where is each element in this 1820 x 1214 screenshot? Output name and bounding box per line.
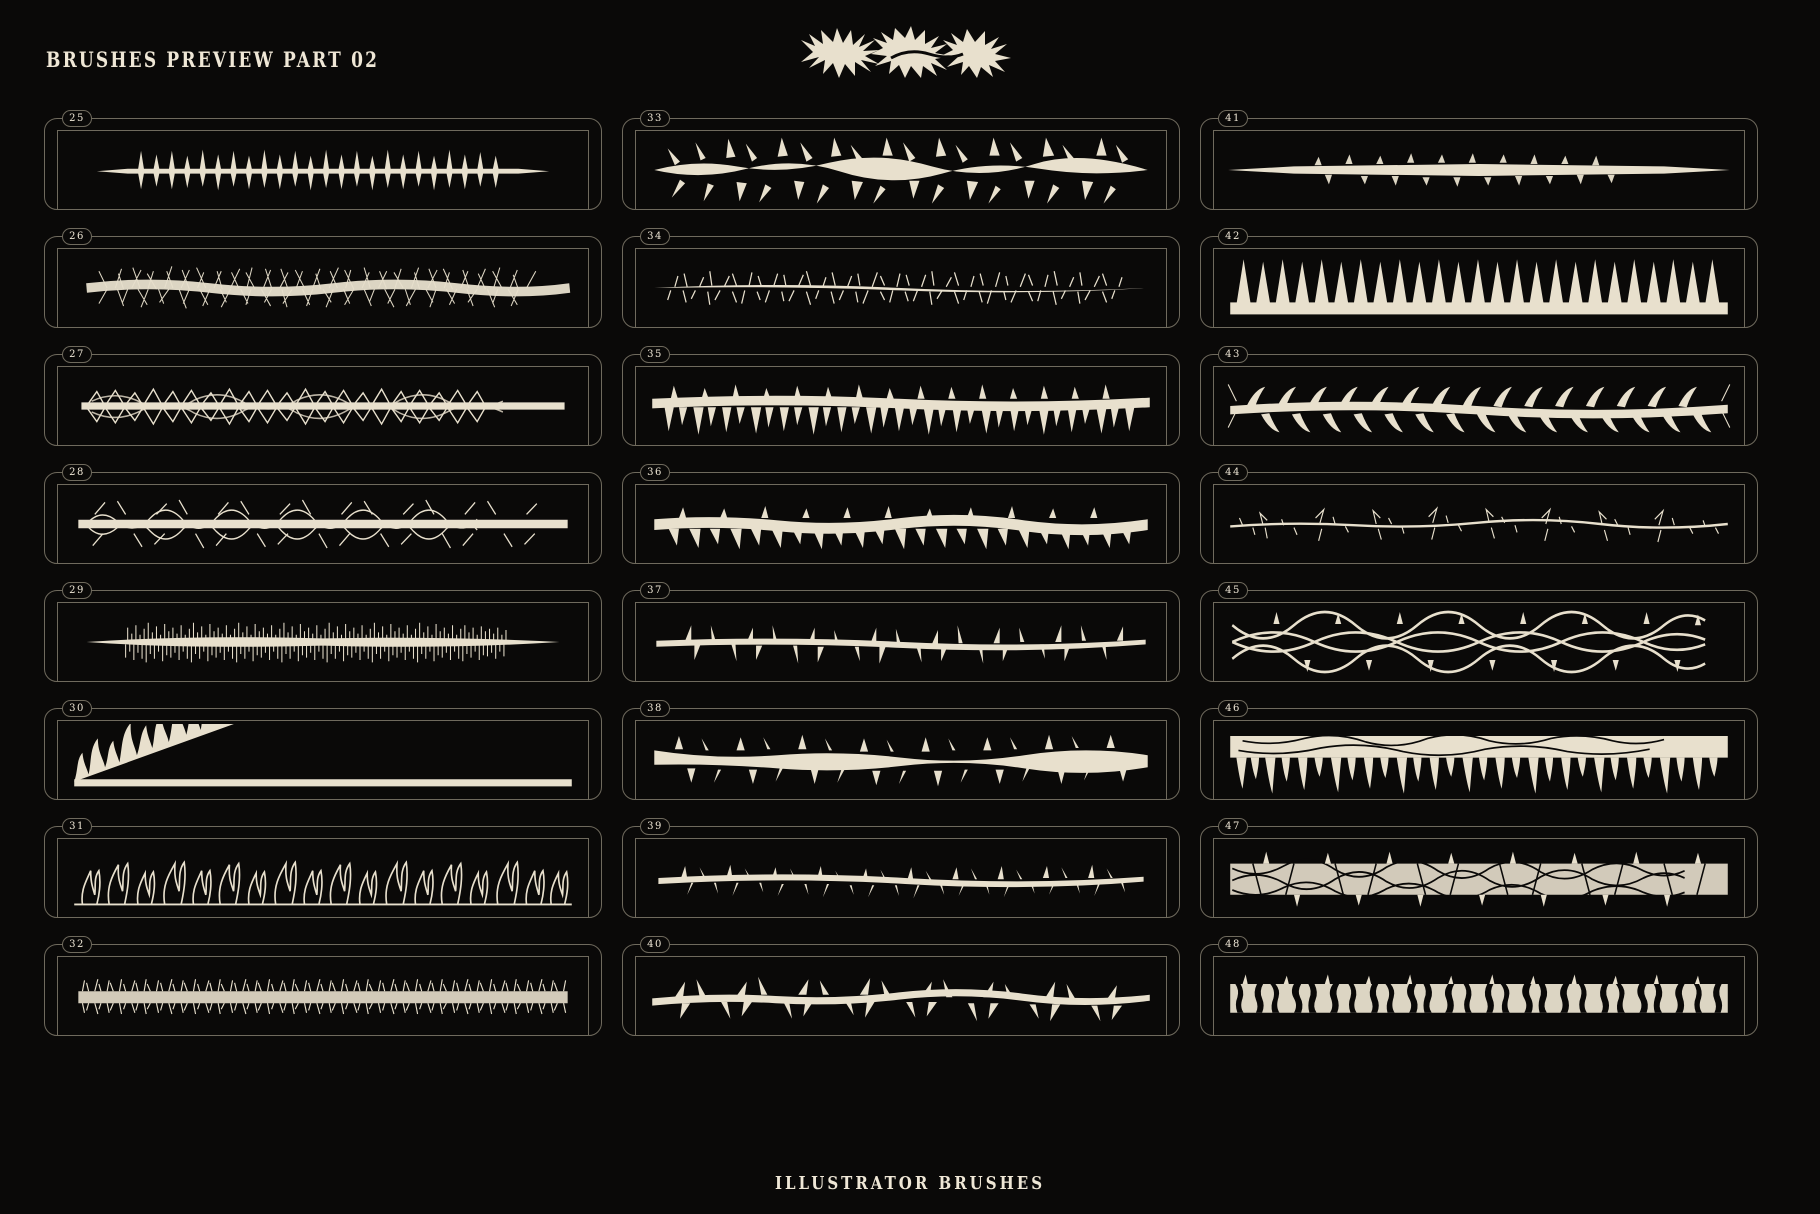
brush-art-thin-thorn-vine [644, 606, 1158, 678]
swatch-number-badge: 25 [62, 110, 92, 127]
brush-art-needle-vine [644, 842, 1158, 914]
swatch-number-badge: 34 [640, 228, 670, 245]
swatch-cell[interactable] [44, 582, 602, 692]
brush-art-spiky-line [644, 252, 1158, 324]
brush-art-flames-solid [66, 724, 580, 796]
brush-art-drip-band [1222, 724, 1736, 796]
brush-art-thicket-band [1222, 842, 1736, 914]
swatch-cell[interactable] [1200, 346, 1758, 456]
swatch-cell[interactable] [622, 346, 1180, 456]
swatch-cell[interactable] [1200, 818, 1758, 928]
brush-art-bramble-mesh [66, 488, 580, 560]
swatch-cell[interactable] [1200, 936, 1758, 1046]
brush-art-noise-ribbon [66, 606, 580, 678]
swatch-number-badge: 36 [640, 464, 670, 481]
swatch-number-badge: 30 [62, 700, 92, 717]
swatch-cell[interactable] [44, 228, 602, 338]
swatch-number-badge: 40 [640, 936, 670, 953]
swatch-cell[interactable] [44, 346, 602, 456]
brush-art-tangled-scratch [66, 370, 580, 442]
swatch-cell[interactable] [622, 582, 1180, 692]
swatch-cell[interactable] [1200, 464, 1758, 574]
swatch-cell[interactable] [622, 228, 1180, 338]
swatch-grid [44, 110, 1778, 1046]
swatch-cell[interactable] [1200, 228, 1758, 338]
brush-art-barb-ribbon [644, 488, 1158, 560]
swatch-number-badge: 33 [640, 110, 670, 127]
swatch-number-badge: 31 [62, 818, 92, 835]
swatch-number-badge: 47 [1218, 818, 1248, 835]
brush-art-figures-band [1222, 960, 1736, 1032]
brush-art-drip-spikes [644, 370, 1158, 442]
brush-art-spike-comb [66, 134, 580, 206]
swatch-cell[interactable] [622, 936, 1180, 1046]
swatch-cell[interactable] [622, 818, 1180, 928]
swatch-number-badge: 29 [62, 582, 92, 599]
brush-art-flames-outline [66, 842, 580, 914]
swatch-number-badge: 43 [1218, 346, 1248, 363]
cursed-logo [795, 18, 1025, 88]
swatch-cell[interactable] [44, 700, 602, 810]
brush-art-woven-thorns [1222, 606, 1736, 678]
swatch-number-badge: 28 [62, 464, 92, 481]
brush-art-thorn-cane [1222, 370, 1736, 442]
swatch-cell[interactable] [1200, 582, 1758, 692]
swatch-number-badge: 48 [1218, 936, 1248, 953]
swatch-number-badge: 27 [62, 346, 92, 363]
swatch-number-badge: 32 [62, 936, 92, 953]
brush-art-fine-barbwire [1222, 488, 1736, 560]
swatch-cell[interactable] [1200, 110, 1758, 220]
swatch-cell[interactable] [44, 936, 602, 1046]
brush-art-fur-strip [66, 960, 580, 1032]
swatch-number-badge: 44 [1218, 464, 1248, 481]
brush-art-thorn-branch-wide [644, 134, 1158, 206]
swatch-number-badge: 45 [1218, 582, 1248, 599]
swatch-number-badge: 35 [640, 346, 670, 363]
swatch-cell[interactable] [622, 464, 1180, 574]
swatch-number-badge: 37 [640, 582, 670, 599]
brush-art-sharp-vine [644, 960, 1158, 1032]
footer-title: ILLUSTRATOR BRUSHES [774, 1172, 1046, 1194]
swatch-number-badge: 41 [1218, 110, 1248, 127]
brush-art-dense-grass [66, 252, 580, 324]
swatch-cell[interactable] [1200, 700, 1758, 810]
swatch-number-badge: 39 [640, 818, 670, 835]
page-title: BRUSHES PREVIEW PART 02 [46, 48, 380, 73]
swatch-number-badge: 42 [1218, 228, 1248, 245]
brush-art-blade-taper [1222, 134, 1736, 206]
brush-art-picket-spikes [1222, 252, 1736, 324]
swatch-cell[interactable] [622, 110, 1180, 220]
swatch-number-badge: 46 [1218, 700, 1248, 717]
swatch-cell[interactable] [44, 110, 602, 220]
swatch-cell[interactable] [622, 700, 1180, 810]
brush-art-thorn-rope [644, 724, 1158, 796]
swatch-cell[interactable] [44, 818, 602, 928]
swatch-cell[interactable] [44, 464, 602, 574]
swatch-number-badge: 38 [640, 700, 670, 717]
swatch-number-badge: 26 [62, 228, 92, 245]
